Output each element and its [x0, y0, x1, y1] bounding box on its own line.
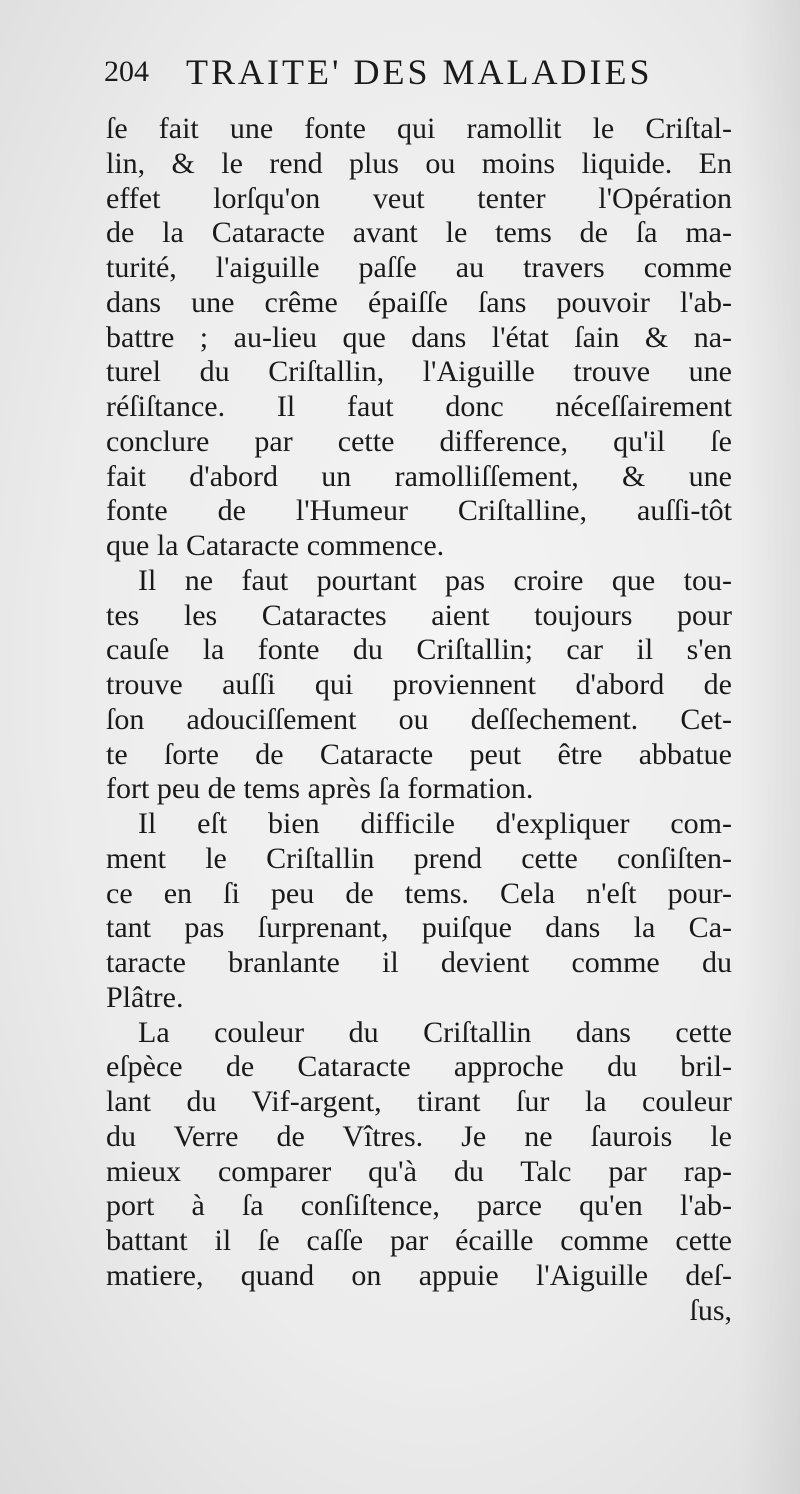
paragraph-first-line: Il ne faut pourtant pas croire que tou-	[138, 563, 732, 597]
text-line: matiere, quand on appuie l'Aiguille deſ-	[106, 1258, 732, 1292]
running-title: TRAITE' DES MALADIES	[186, 52, 653, 92]
text-line: cauſe la fonte du Criſtallin; car il s'en	[106, 633, 732, 667]
text-line: ſon adouciſſement ou deſſechement. Cet-	[106, 702, 732, 736]
text-line: battre ; au-lieu que dans l'état ſain & na-	[106, 320, 732, 354]
text-line: turel du Criſtallin, l'Aiguille trouve une	[106, 355, 732, 389]
text-line: fonte de l'Humeur Criſtalline, auſſi-tôt	[106, 494, 732, 528]
page-header	[104, 48, 704, 96]
text-line: fort peu de tems après ſa formation.	[106, 772, 534, 806]
text-line: lin, & le rend plus ou moins liquide. En	[106, 146, 732, 180]
text-line: Plâtre.	[106, 980, 184, 1014]
text-line: conclure par cette difference, qu'il ſe	[106, 424, 732, 458]
text-line: eſpèce de Cataracte approche du bril-	[106, 1050, 732, 1084]
text-line: turité, l'aiguille paſſe au travers comme	[106, 251, 732, 284]
text-line: effet lorſqu'on veut tenter l'Opération	[106, 181, 732, 215]
text-line: ce en ſi peu de tems. Cela n'eſt pour-	[106, 876, 732, 910]
text-line: tant pas ſurprenant, puiſque dans la Ca-	[106, 911, 732, 945]
text-line: dans une crême épaiſſe ſans pouvoir l'ab-	[106, 285, 732, 319]
text-line: de la Cataracte avant le tems de ſa ma-	[106, 216, 732, 250]
text-line: que la Cataracte commence.	[106, 529, 445, 562]
text-line: du Verre de Vîtres. Je ne ſaurois le	[106, 1119, 732, 1153]
text-line: réſiſtance. Il faut donc néceſſairement	[106, 390, 732, 423]
text-line: battant il ſe caſſe par écaille comme cette	[106, 1224, 732, 1257]
paragraph-first-line: Il eſt bien difficile d'expliquer com-	[138, 807, 732, 840]
text-line: taracte branlante il devient comme du	[106, 946, 732, 979]
text-line: ment le Criſtallin prend cette conſiſten-	[106, 841, 732, 875]
text-line: tes les Cataractes aient toujours pour	[106, 598, 732, 632]
text-line: te ſorte de Cataracte peut être abbatue	[106, 737, 732, 771]
text-line: port à ſa conſiſtence, parce qu'en l'ab-	[106, 1189, 732, 1223]
text-line: lant du Vif-argent, tirant ſur la couleur	[106, 1085, 732, 1118]
paragraph-first-line: La couleur du Criſtallin dans cette	[138, 1015, 732, 1049]
text-line: mieux comparer qu'à du Talc par rap-	[106, 1154, 732, 1188]
page-number: 204	[104, 55, 149, 88]
text-line: fait d'abord un ramolliſſement, & une	[106, 459, 732, 493]
text-line: ſe fait une fonte qui ramollit le Criſtal-	[106, 112, 732, 145]
body-text	[106, 112, 732, 1328]
catchword: ſus,	[689, 1293, 732, 1327]
text-line: trouve auſſi qui proviennent d'abord de	[106, 668, 732, 701]
page-edge-shadow	[740, 0, 800, 1494]
